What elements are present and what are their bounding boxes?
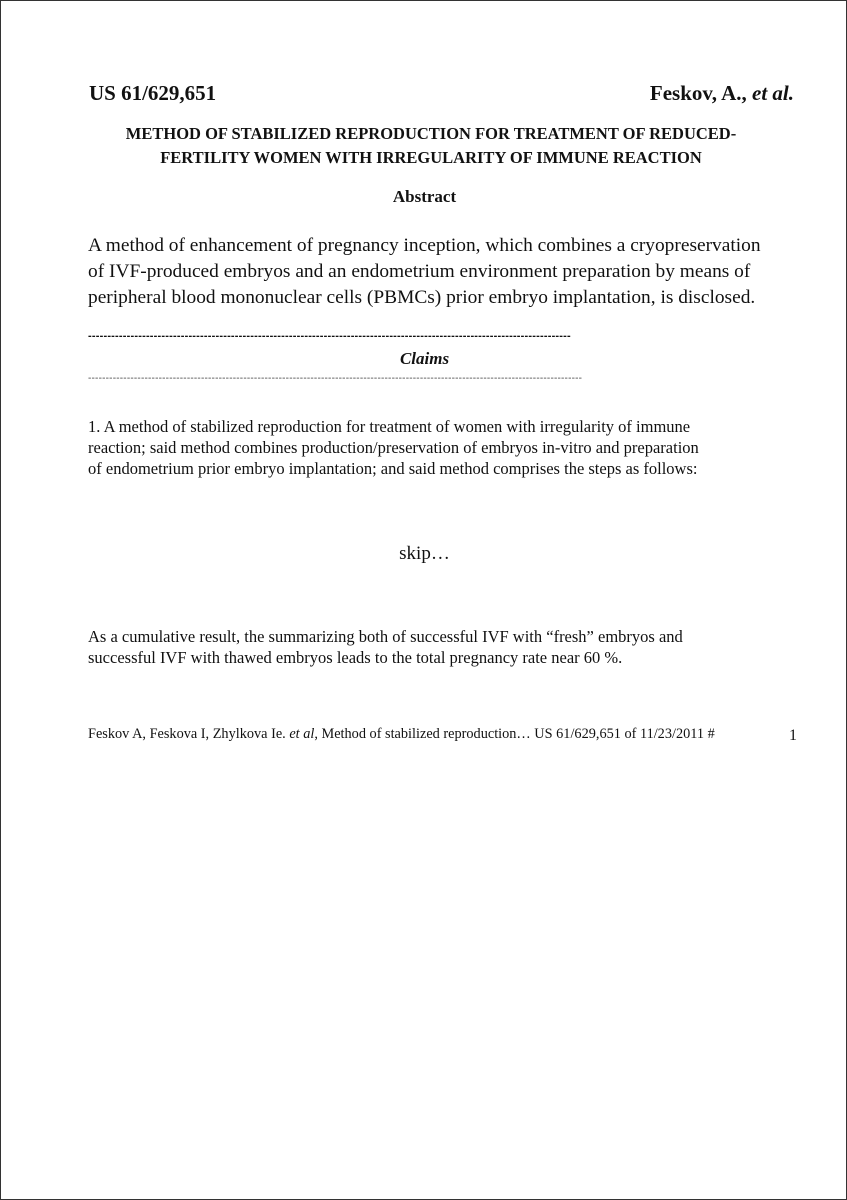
abstract-text — [88, 233, 803, 311]
page-number: 1 — [789, 727, 797, 744]
result-line-2: successful IVF with thawed embryos leads to the total pregnancy rate near 60 %. — [88, 648, 623, 667]
claim-1-line-2: reaction; said method combines production/preservation of embryos in-vitro and preparation — [88, 438, 699, 457]
skip-marker: skip… — [399, 543, 450, 564]
inventors — [650, 81, 794, 106]
claim-1-line-1: 1. A method of stabilized reproduction for treatment of women with irregularity of immune — [88, 417, 691, 436]
footer-citation — [88, 726, 715, 743]
inventors-name: Feskov, A., — [649, 81, 752, 105]
footer-authors: Feskov A, Feskova I, Zhylkova Ie. — [88, 726, 290, 742]
abstract-line-2: of IVF-produced embryos and an endometrium environment preparation by means of — [88, 261, 751, 282]
abstract-line-3: peripheral blood mononuclear cells (PBMCs) prior embryo implantation, is disclosed. — [88, 287, 756, 308]
separator-bottom: -------------------------------------------------------------------------------------------------------------------------------------------- — [88, 374, 583, 384]
claim-1-line-3: of endometrium prior embryo implantation; and said method comprises the steps as follows: — [88, 459, 698, 478]
claim-1 — [88, 416, 803, 479]
claims-heading: Claims — [399, 349, 450, 368]
abstract-line-1: A method of enhancement of pregnancy inception, which combines a cryopreservation — [88, 235, 761, 256]
footer-reference: , Method of stabilized reproduction… US 61/629,651 of 11/23/2011 # — [314, 726, 715, 742]
abstract-heading: Abstract — [392, 187, 457, 206]
footer-et-al: et al — [289, 726, 315, 742]
patent-number: US 61/629,651 — [89, 81, 217, 105]
title-line-2: FERTILITY WOMEN WITH IRREGULARITY OF IMMUNE REACTION — [160, 148, 702, 167]
document-title — [71, 122, 791, 170]
inventors-et-al: et al. — [752, 81, 794, 105]
result-paragraph — [88, 626, 803, 668]
result-line-1: As a cumulative result, the summarizing both of successful IVF with “fresh” embryos and — [88, 627, 683, 646]
separator-top: ----------------------------------------------------------------------------------------------------------------------------- — [88, 331, 571, 341]
title-line-1: METHOD OF STABILIZED REPRODUCTION FOR TREATMENT OF REDUCED- — [125, 124, 737, 143]
